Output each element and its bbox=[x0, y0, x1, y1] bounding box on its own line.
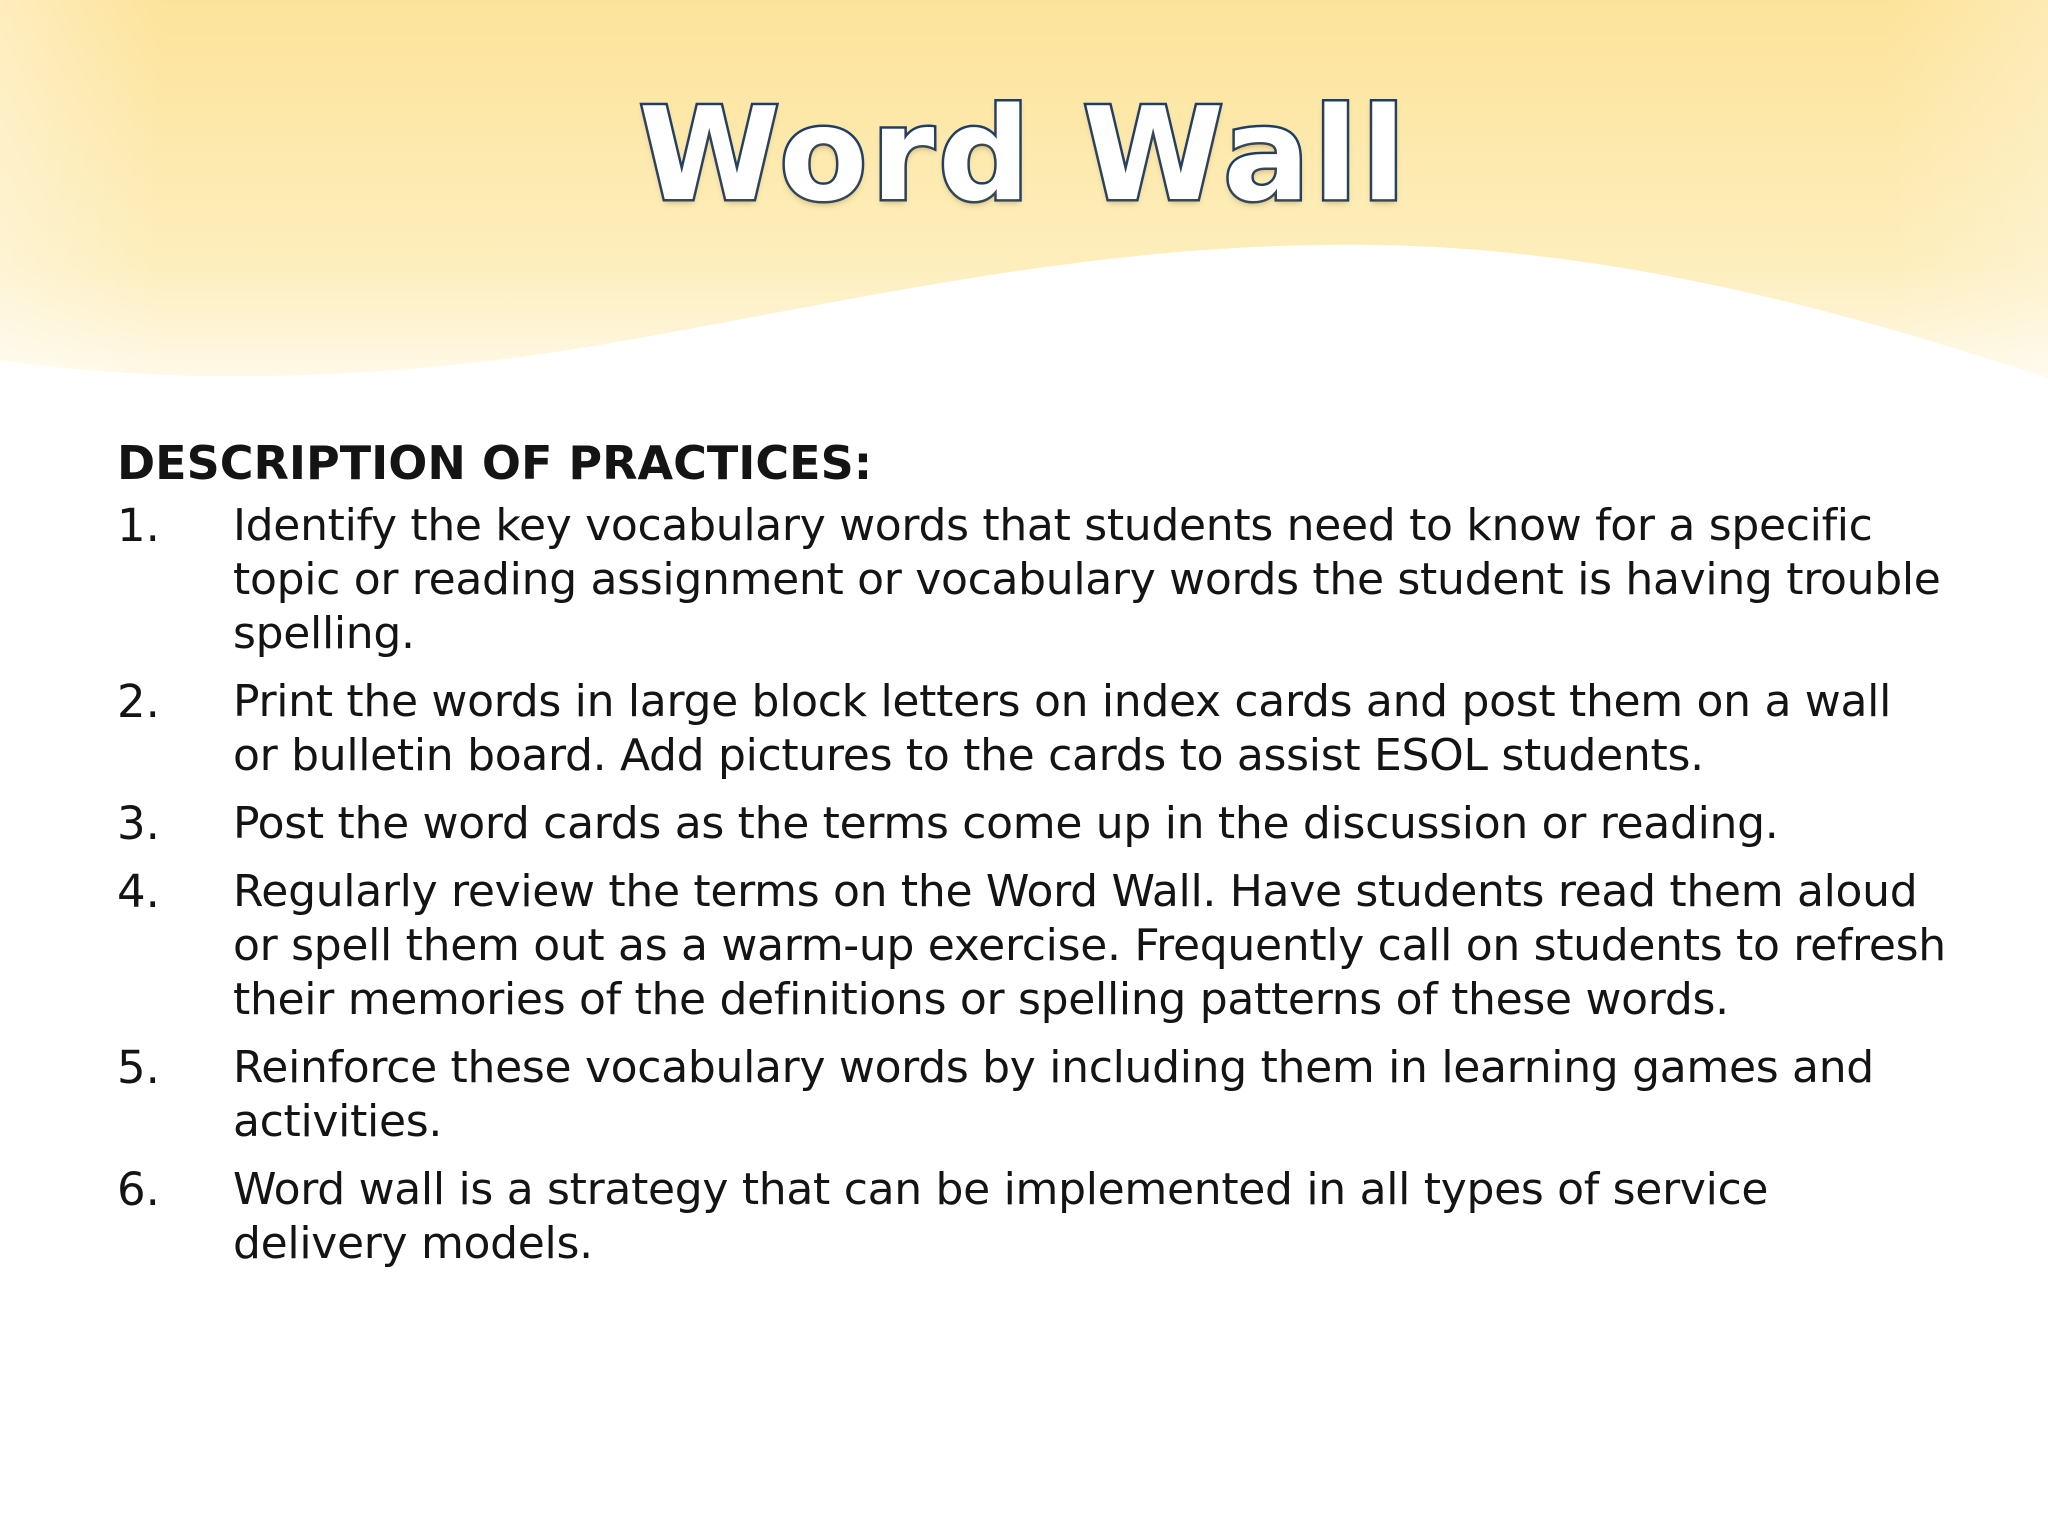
list-item-text: Regularly review the terms on the Word Wall. Have students read them aloud or spell them out as a warm-up exercise. Frequently call on students to refresh their memories of the definitions or spelling patterns of these words. bbox=[233, 866, 1946, 1025]
list-item-text: Post the word cards as the terms come up in the discussion or reading. bbox=[233, 798, 1779, 849]
practice-list bbox=[117, 499, 1947, 1271]
list-item-text: Reinforce these vocabulary words by including them in learning games and activities. bbox=[233, 1042, 1874, 1147]
list-item bbox=[117, 1163, 1947, 1271]
list-item-number: 5. bbox=[117, 1041, 160, 1094]
list-item bbox=[117, 675, 1947, 783]
slide-body bbox=[117, 433, 1947, 1271]
list-item bbox=[117, 1041, 1947, 1149]
list-item-number: 6. bbox=[117, 1163, 160, 1216]
list-item-number: 3. bbox=[117, 797, 160, 850]
list-item-number: 2. bbox=[117, 675, 160, 728]
list-item-text: Word wall is a strategy that can be implemented in all types of service delivery models. bbox=[233, 1164, 1769, 1269]
list-item bbox=[117, 865, 1947, 1027]
list-item bbox=[117, 797, 1947, 851]
list-item-number: 1. bbox=[117, 499, 160, 552]
section-heading: DESCRIPTION OF PRACTICES: bbox=[117, 436, 873, 490]
list-item-text: Identify the key vocabulary words that students need to know for a specific topic or reading assignment or vocabulary words the student is having trouble spelling. bbox=[233, 500, 1941, 659]
list-item-number: 4. bbox=[117, 865, 160, 918]
slide-title: Word Wall bbox=[638, 81, 1410, 230]
list-item bbox=[117, 499, 1947, 661]
list-item-text: Print the words in large block letters on index cards and post them on a wall or bulletin board. Add pictures to the cards to assist ESOL students. bbox=[233, 676, 1891, 781]
